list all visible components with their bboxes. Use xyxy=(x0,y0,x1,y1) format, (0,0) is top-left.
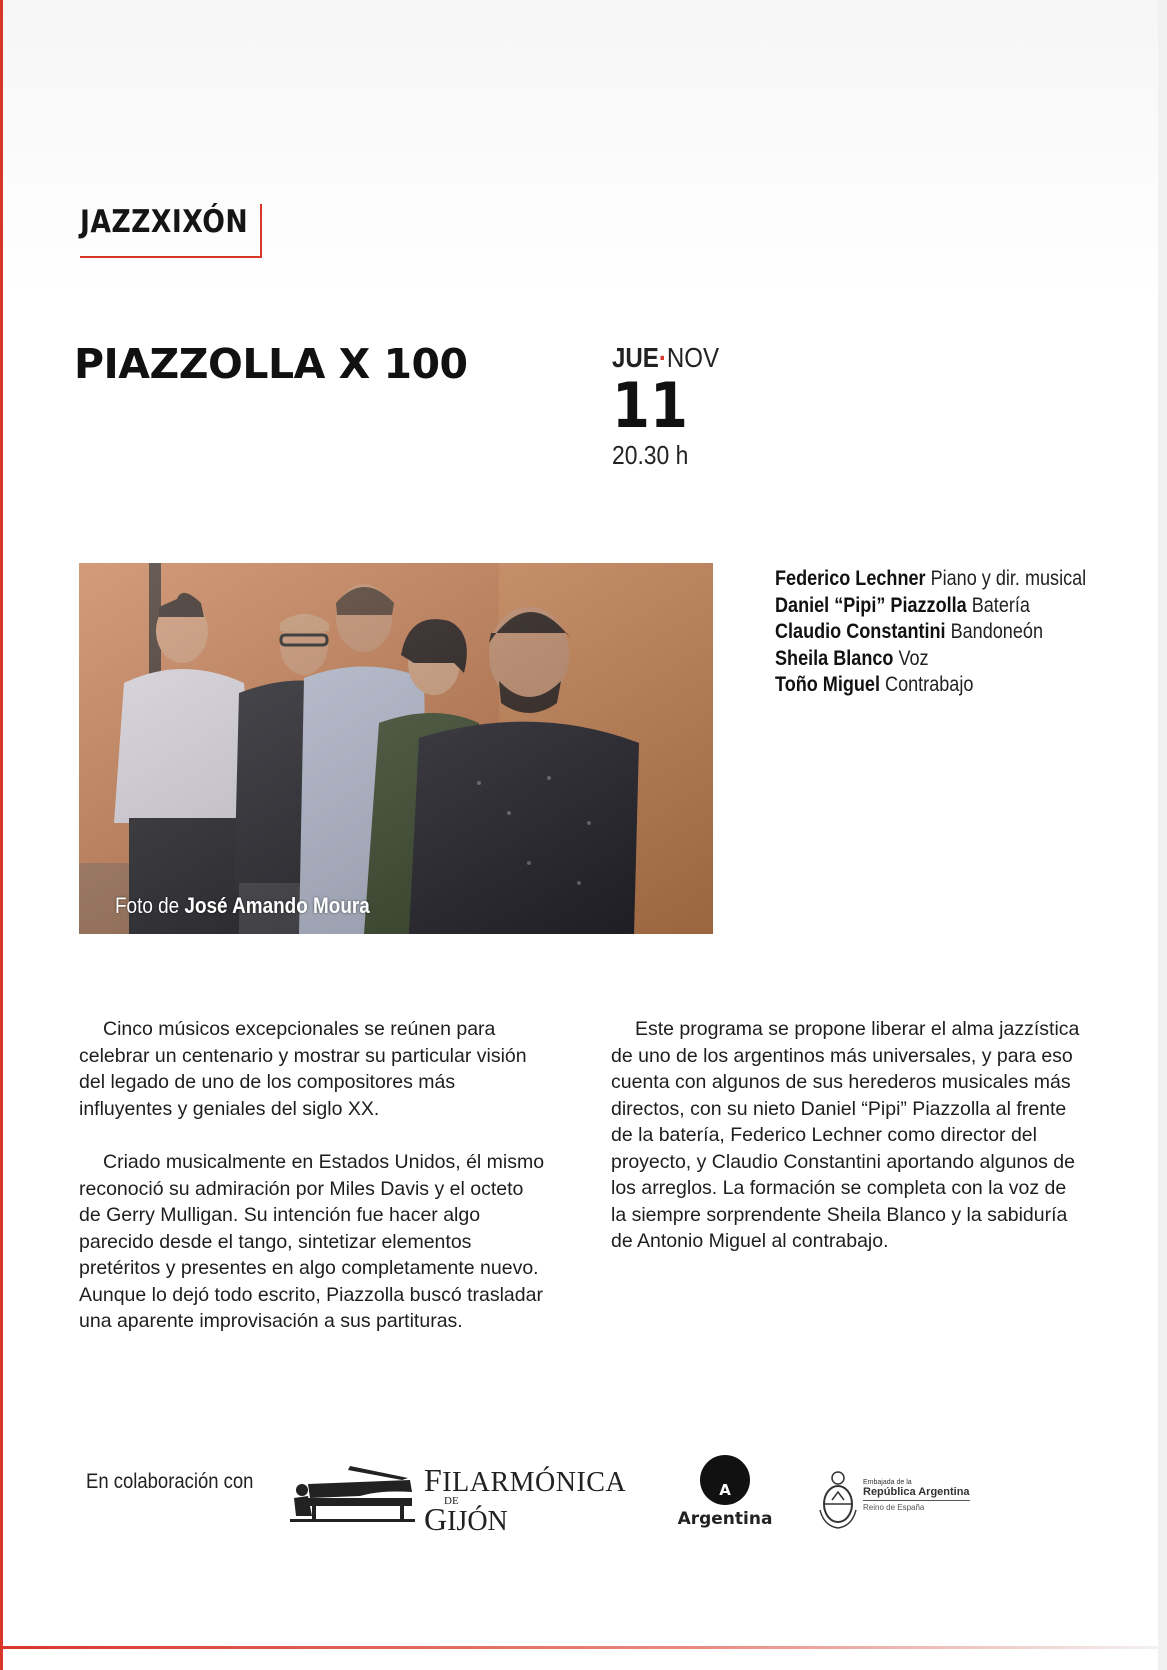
lineup-item xyxy=(775,672,1085,699)
embassy-name: República Argentina xyxy=(863,1486,970,1501)
musician-name: Claudio Constantini xyxy=(775,620,946,643)
photo-credit-prefix: Foto de xyxy=(115,893,185,918)
musician-name: Sheila Blanco xyxy=(775,646,894,670)
body-paragraph: Criado musicalmente en Estados Unidos, él mismo reconoció su admiración por Miles Davis y el octeto de Gerry Mulligan. Su intención fue hacer algo parecido desde el tango, sintetizar elementos pretéritos y presentes en algo completamente nuevo. Aunque lo dejó todo escrito, Piazzolla buscó trasladar una aparente improvisación a sus partituras. xyxy=(79,1151,545,1332)
band-photo-illustration xyxy=(79,563,713,934)
filarmonica-cap2: G xyxy=(424,1501,448,1537)
band-photo xyxy=(79,563,713,934)
coat-of-arms-icon xyxy=(818,1470,858,1532)
musician-name: Daniel “Pipi” Piazzolla xyxy=(775,593,967,617)
filarmonica-rest2: IJÓN xyxy=(447,1506,508,1537)
page-edge-right xyxy=(1158,0,1167,1670)
musician-role: Contrabajo xyxy=(885,673,974,696)
date-separator: · xyxy=(658,342,667,373)
filarmonica-rest1: ILARMÓNICA xyxy=(442,1467,627,1498)
photo-credit-name: José Amando Moura xyxy=(184,893,370,918)
argentina-circle-icon xyxy=(700,1455,750,1505)
body-column-right xyxy=(611,1016,1086,1282)
filarmonica-logo xyxy=(424,1462,626,1538)
piano-logo-icon xyxy=(290,1462,415,1524)
body-paragraph: Cinco músicos excepcionales se reúnen para celebrar un centenario y mostrar su particular visión del legado de uno de los compositores más influyentes y geniales del siglo XX. xyxy=(79,1018,527,1120)
section-label-text: JAZZXIXÓN xyxy=(80,204,249,240)
lineup-list xyxy=(775,566,1135,699)
lineup-item xyxy=(775,646,1085,673)
event-day-of-week: JUE xyxy=(612,342,659,373)
lineup-item xyxy=(775,619,1085,646)
argentina-logo xyxy=(670,1455,780,1529)
musician-role: Batería xyxy=(971,593,1030,617)
event-time: 20.30 h xyxy=(612,440,689,470)
embassy-small-text: Embajada de la xyxy=(863,1479,912,1486)
musician-name: Toño Miguel xyxy=(775,673,881,696)
collaboration-label: En colaboración con xyxy=(86,1470,254,1493)
musician-name: Federico Lechner xyxy=(775,567,926,590)
body-paragraph: Este programa se propone liberar el alma jazzística de uno de los argentinos más universales, y para eso cuenta con algunos de sus herederos musicales más directos, con su nieto Daniel “Pipi” Piazzolla al frente de la batería, Federico Lechner como director del proyecto, y Claudio Constantini aportando algunos de los arreglos. La formación se completa con la voz de la siempre sorprendente Sheila Blanco y la sabiduría de Antonio Miguel al contrabajo. xyxy=(611,1018,1080,1252)
filarmonica-cap1: F xyxy=(424,1462,443,1498)
lineup-item xyxy=(775,566,1085,593)
event-day-number: 11 xyxy=(612,369,688,442)
page-edge-left xyxy=(0,0,3,1670)
photo-credit xyxy=(115,893,370,919)
body-column-left xyxy=(79,1016,549,1362)
section-label xyxy=(80,204,262,258)
page-edge-bottom xyxy=(0,1646,1167,1649)
argentina-word: Argentina xyxy=(677,1509,773,1529)
musician-role: Voz xyxy=(898,646,929,670)
event-date xyxy=(612,342,732,471)
event-month: NOV xyxy=(666,342,720,373)
lineup-item xyxy=(775,593,1085,620)
musician-role: Bandoneón xyxy=(950,620,1043,643)
embassy-logo xyxy=(863,1479,970,1512)
argentina-letter: A xyxy=(719,1481,731,1499)
musician-role: Piano y dir. musical xyxy=(930,567,1087,590)
embassy-sub: Reino de España xyxy=(863,1503,925,1512)
filarmonica-de: DE xyxy=(444,1495,459,1507)
event-title: PIAZZOLLA X 100 xyxy=(74,340,468,388)
